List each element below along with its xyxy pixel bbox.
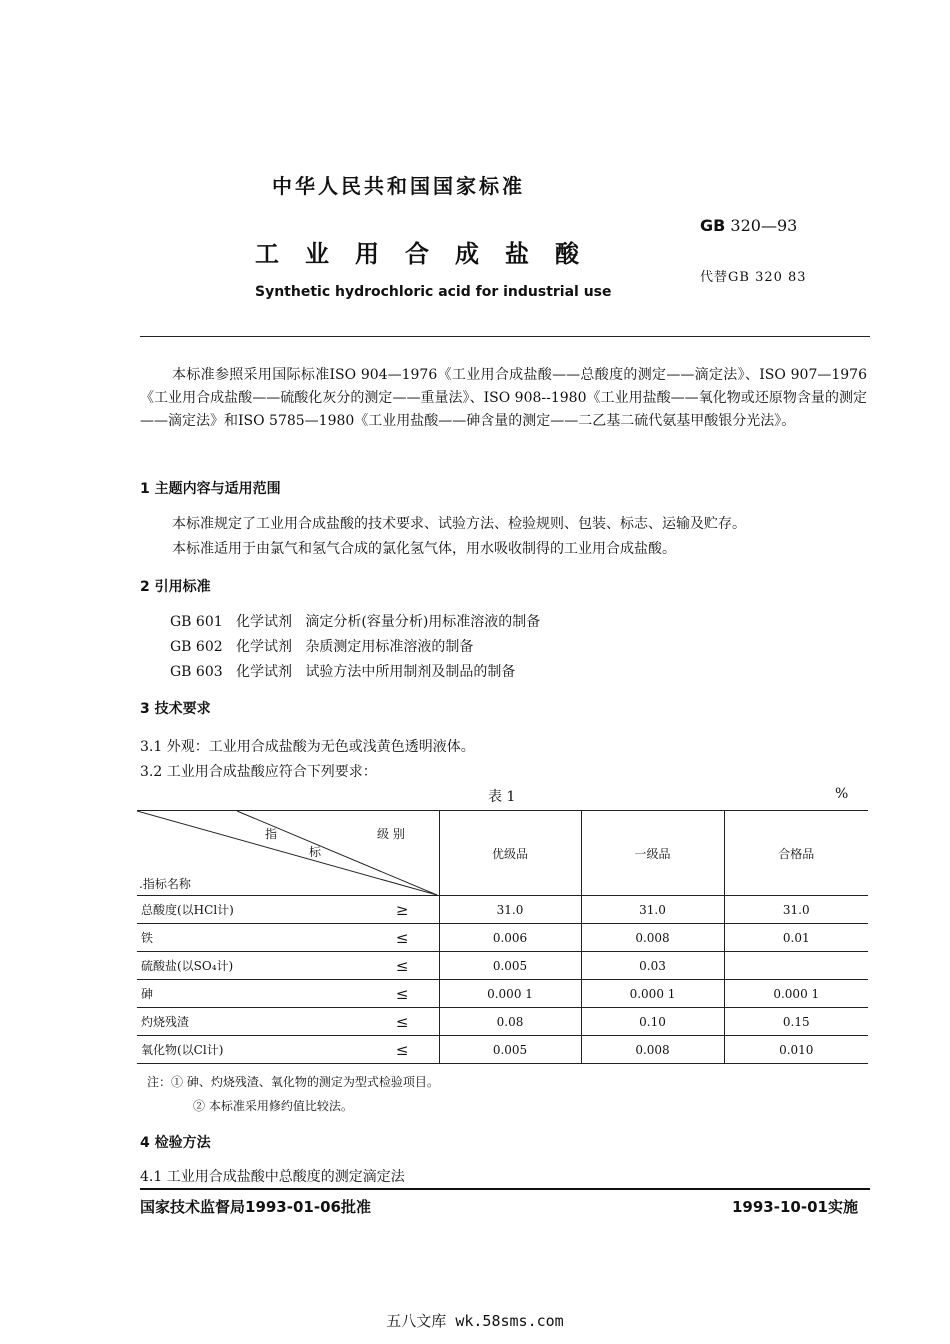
table-unit: % <box>835 786 849 802</box>
intro-paragraph: 本标准参照采用国际标准ISO 904—1976《工业用合成盐酸——总酸度的测定——滴定法》、ISO 907—1976《工业用合成盐酸——硫酸化灰分的测定——重量法》、ISO 908--1980《工业用盐酸——氧化物或还原物含量的测定——滴定法》和ISO 5785—1980《工业用盐酸——砷含量的测定——二乙基二硫代氨基甲酸银分光法》。 <box>140 367 867 429</box>
table-note-1: 注：① 砷、灼烧残渣、氧化物的测定为型式检验项目。 <box>147 1075 439 1089</box>
row-sign: ≤ <box>395 929 409 947</box>
diag-name: .指标名称 <box>139 877 191 891</box>
table-note-2: ② 本标准采用修约值比较法。 <box>193 1099 353 1113</box>
code-number: 320—93 <box>730 216 798 235</box>
reference-category: 化学试剂 <box>236 639 293 655</box>
table-row <box>137 1036 868 1064</box>
grade-header: 合格品 <box>724 811 868 896</box>
table-cell: 0.005 <box>439 952 581 980</box>
row-label-cell <box>137 980 439 1008</box>
row-sign: ≤ <box>395 1041 409 1059</box>
section-1-paragraph-2: 本标准适用于由氯气和氢气合成的氯化氢气体，用水吸收制得的工业用合成盐酸。 <box>172 541 676 557</box>
row-sign: ≥ <box>395 901 409 919</box>
document-title-cn: 工业用合成盐酸 <box>255 240 605 268</box>
diag-indicator-2: 标 <box>309 845 322 859</box>
grade-header: 优级品 <box>439 811 581 896</box>
table-row <box>137 952 868 980</box>
diag-level: 级 别 <box>377 827 405 841</box>
table-cell: 31.0 <box>581 896 724 924</box>
table-cell: 0.010 <box>724 1036 868 1064</box>
reference-item <box>170 661 515 681</box>
table-cell: 0.000 1 <box>581 980 724 1008</box>
reference-item <box>170 636 473 656</box>
reference-code: GB 602 <box>170 639 223 655</box>
document-title-en: Synthetic hydrochloric acid for industrial use <box>255 284 612 300</box>
table-cell: 0.008 <box>581 1036 724 1064</box>
row-label-cell <box>137 1008 439 1036</box>
table-cell: 0.000 1 <box>439 980 581 1008</box>
table-cell <box>724 952 868 980</box>
reference-title: 杂质测定用标准溶液的制备 <box>305 639 474 655</box>
table-cell: 0.10 <box>581 1008 724 1036</box>
row-name: 灼烧残渣 <box>141 1015 190 1029</box>
reference-title: 试验方法中所用制剂及制品的制备 <box>305 664 516 680</box>
row-name: 氧化物(以Cl计) <box>141 1043 224 1057</box>
table-cell: 31.0 <box>439 896 581 924</box>
national-standard-label: 中华人民共和国国家标准 <box>272 174 525 198</box>
table-row <box>137 1008 868 1036</box>
code-prefix: GB <box>700 216 726 235</box>
section-2-heading: 2 引用标准 <box>140 579 211 595</box>
row-name: 砷 <box>141 987 154 1001</box>
standard-code <box>700 216 797 235</box>
replaces-code: 代替GB 320 83 <box>700 270 807 285</box>
reference-category: 化学试剂 <box>236 614 293 630</box>
row-label-cell <box>137 896 439 924</box>
table-row <box>137 980 868 1008</box>
header-rule <box>140 336 870 337</box>
row-name: 铁 <box>141 931 154 945</box>
table-cell: 0.01 <box>724 924 868 952</box>
table-row <box>137 896 868 924</box>
diagonal-header-cell <box>137 811 439 896</box>
requirements-table <box>137 810 868 1064</box>
table-row <box>137 924 868 952</box>
row-sign: ≤ <box>395 1013 409 1031</box>
approval-date: 国家技术监督局1993-01-06批准 <box>140 1198 371 1216</box>
table-cell: 0.006 <box>439 924 581 952</box>
reference-code: GB 601 <box>170 614 223 630</box>
row-label-cell <box>137 1036 439 1064</box>
grade-header: 一级品 <box>581 811 724 896</box>
row-label-cell <box>137 924 439 952</box>
table-cell: 0.008 <box>581 924 724 952</box>
table-cell: 31.0 <box>724 896 868 924</box>
section-3-2: 3.2 工业用合成盐酸应符合下列要求： <box>140 764 377 780</box>
section-4-1: 4.1 工业用合成盐酸中总酸度的测定滴定法 <box>140 1169 405 1185</box>
section-3-1: 3.1 外观：工业用合成盐酸为无色或浅黄色透明液体。 <box>140 739 475 755</box>
row-label-cell <box>137 952 439 980</box>
reference-item <box>170 611 540 631</box>
footer-rule <box>140 1188 870 1190</box>
section-3-heading: 3 技术要求 <box>140 701 211 717</box>
table-cell: 0.005 <box>439 1036 581 1064</box>
reference-category: 化学试剂 <box>236 664 293 680</box>
reference-title: 滴定分析(容量分析)用标准溶液的制备 <box>305 614 541 630</box>
effective-date: 1993-10-01实施 <box>732 1198 858 1216</box>
table-cell: 0.03 <box>581 952 724 980</box>
row-sign: ≤ <box>395 957 409 975</box>
table-cell: 0.15 <box>724 1008 868 1036</box>
section-4-heading: 4 检验方法 <box>140 1135 211 1151</box>
table-caption: 表 1 <box>488 789 516 805</box>
table-header-row <box>137 811 868 896</box>
section-1-paragraph-1: 本标准规定了工业用合成盐酸的技术要求、试验方法、检验规则、包装、标志、运输及贮存。 <box>172 516 746 532</box>
reference-code: GB 603 <box>170 664 223 680</box>
diag-indicator-1: 指 <box>265 827 278 841</box>
row-name: 硫酸盐(以SO₄计) <box>141 959 234 973</box>
row-name: 总酸度(以HCl计) <box>141 903 234 917</box>
row-sign: ≤ <box>395 985 409 1003</box>
watermark-text: 五八文库 wk.58sms.com <box>386 1312 564 1330</box>
table-cell: 0.000 1 <box>724 980 868 1008</box>
table-cell: 0.08 <box>439 1008 581 1036</box>
section-1-heading: 1 主题内容与适用范围 <box>140 481 281 497</box>
